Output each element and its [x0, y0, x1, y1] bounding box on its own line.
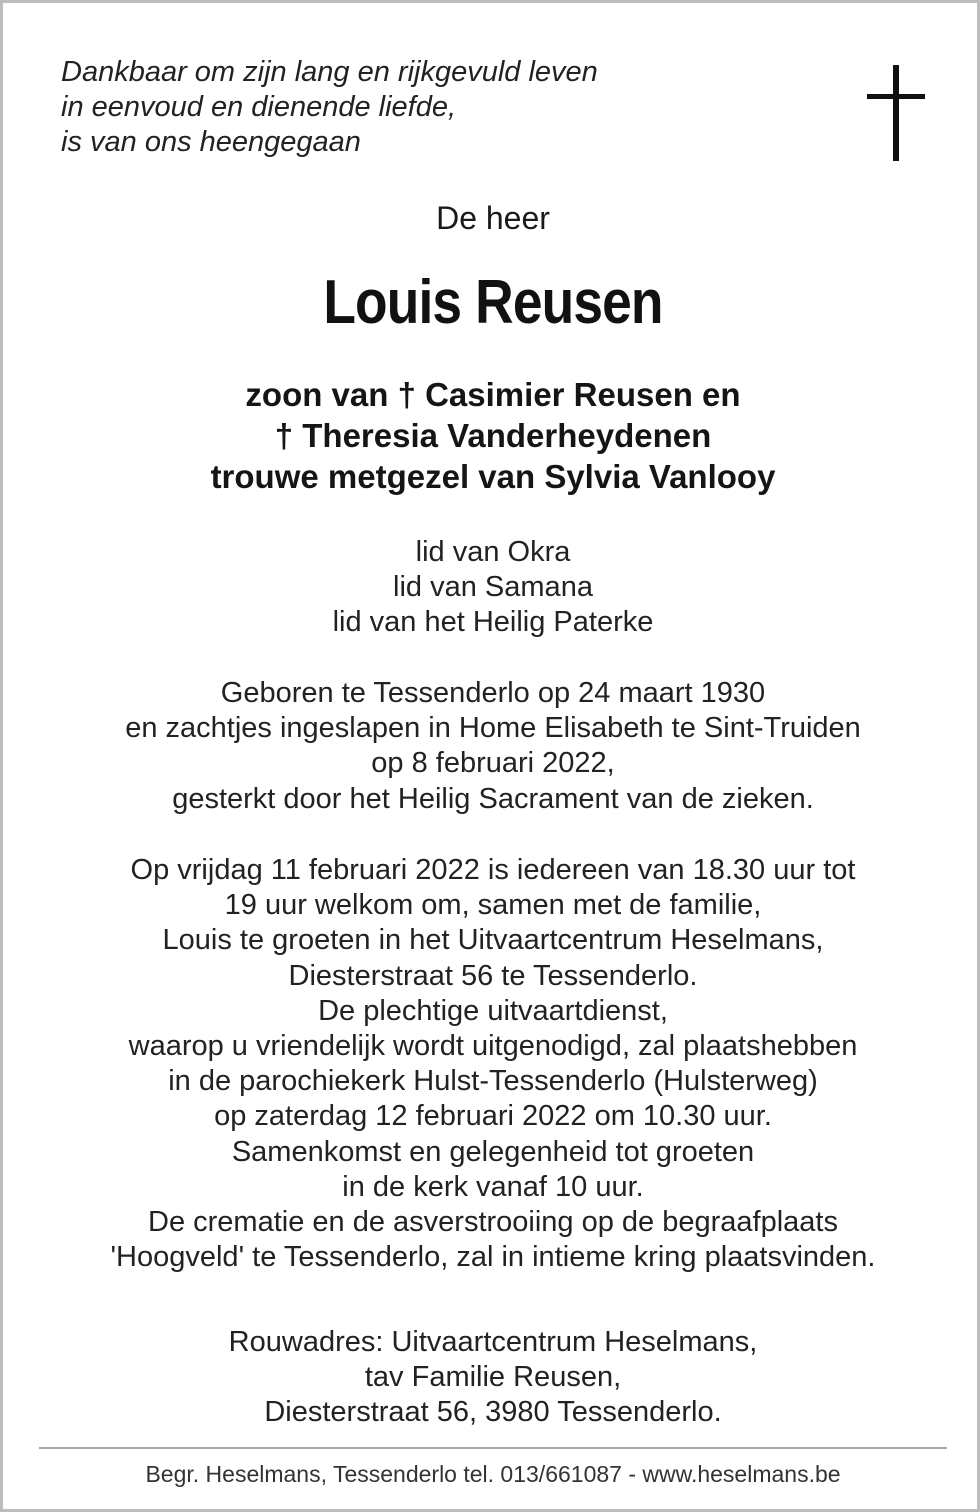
service-line: Samenkomst en gelegenheid tot groeten: [231, 1135, 755, 1168]
service-line: Op vrijdag 11 februari 2022 is iedereen van 18.30 uur tot: [130, 854, 856, 886]
family-relations: [3, 374, 980, 497]
birth-death-line: en zachtjes ingeslapen in Home Elisabeth te Sint-Truiden: [125, 712, 861, 745]
membership-line: lid van Samana: [393, 571, 593, 604]
birth-death-line: gesterkt door het Heilig Sacrament van de zieken.: [172, 782, 814, 815]
birth-death-details: [3, 676, 980, 817]
membership-line: lid van het Heilig Paterke: [332, 606, 654, 639]
service-line: Louis te groeten in het Uitvaartcentrum Heselmans,: [162, 924, 824, 957]
birth-death-line: op 8 februari 2022,: [371, 747, 615, 780]
cross-vertical-bar: [893, 65, 899, 161]
membership-line: lid van Okra: [415, 536, 571, 568]
family-line: trouwe metgezel van Sylvia Vanlooy: [210, 458, 776, 495]
service-line: op zaterdag 12 februari 2022 om 10.30 uur.: [214, 1100, 772, 1133]
service-line: in de kerk vanaf 10 uur.: [342, 1170, 644, 1203]
footer-divider: [39, 1447, 947, 1449]
address-line: Rouwadres: Uitvaartcentrum Heselmans,: [228, 1326, 758, 1358]
latin-cross-icon: [867, 65, 925, 163]
mourning-address: [3, 1325, 980, 1431]
family-line: zoon van † Casimier Reusen en: [245, 376, 741, 413]
service-line: in de parochiekerk Hulst-Tessenderlo (Hulsterweg): [168, 1065, 818, 1098]
service-line: De crematie en de asverstrooiing op de begraafplaats: [148, 1206, 838, 1239]
intro-line: is van ons heengegaan: [61, 126, 361, 158]
service-details: [3, 853, 980, 1275]
intro-line: in eenvoud en dienende liefde,: [61, 91, 457, 123]
deceased-name: Louis Reusen: [323, 268, 663, 337]
address-line: tav Familie Reusen,: [364, 1361, 622, 1394]
cross-horizontal-bar: [867, 94, 925, 99]
service-line: 19 uur welkom om, samen met de familie,: [224, 889, 762, 922]
service-line: De plechtige uitvaartdienst,: [318, 994, 668, 1027]
birth-death-line: Geboren te Tessenderlo op 24 maart 1930: [220, 677, 766, 709]
family-line: † Theresia Vanderheydenen: [274, 417, 712, 454]
service-line: Diesterstraat 56 te Tessenderlo.: [288, 959, 698, 992]
memberships: [3, 535, 980, 641]
address-line: Diesterstraat 56, 3980 Tessenderlo.: [264, 1396, 722, 1429]
funeral-home-footer: Begr. Heselmans, Tessenderlo tel. 013/661087 - www.heselmans.be: [145, 1461, 841, 1487]
intro-text: [61, 55, 598, 160]
intro-line: Dankbaar om zijn lang en rijkgevuld leven: [61, 56, 598, 88]
title-prefix: De heer: [436, 200, 550, 236]
service-line: 'Hoogveld' te Tessenderlo, zal in intieme kring plaatsvinden.: [110, 1241, 876, 1274]
service-line: waarop u vriendelijk wordt uitgenodigd, zal plaatshebben: [128, 1030, 858, 1063]
